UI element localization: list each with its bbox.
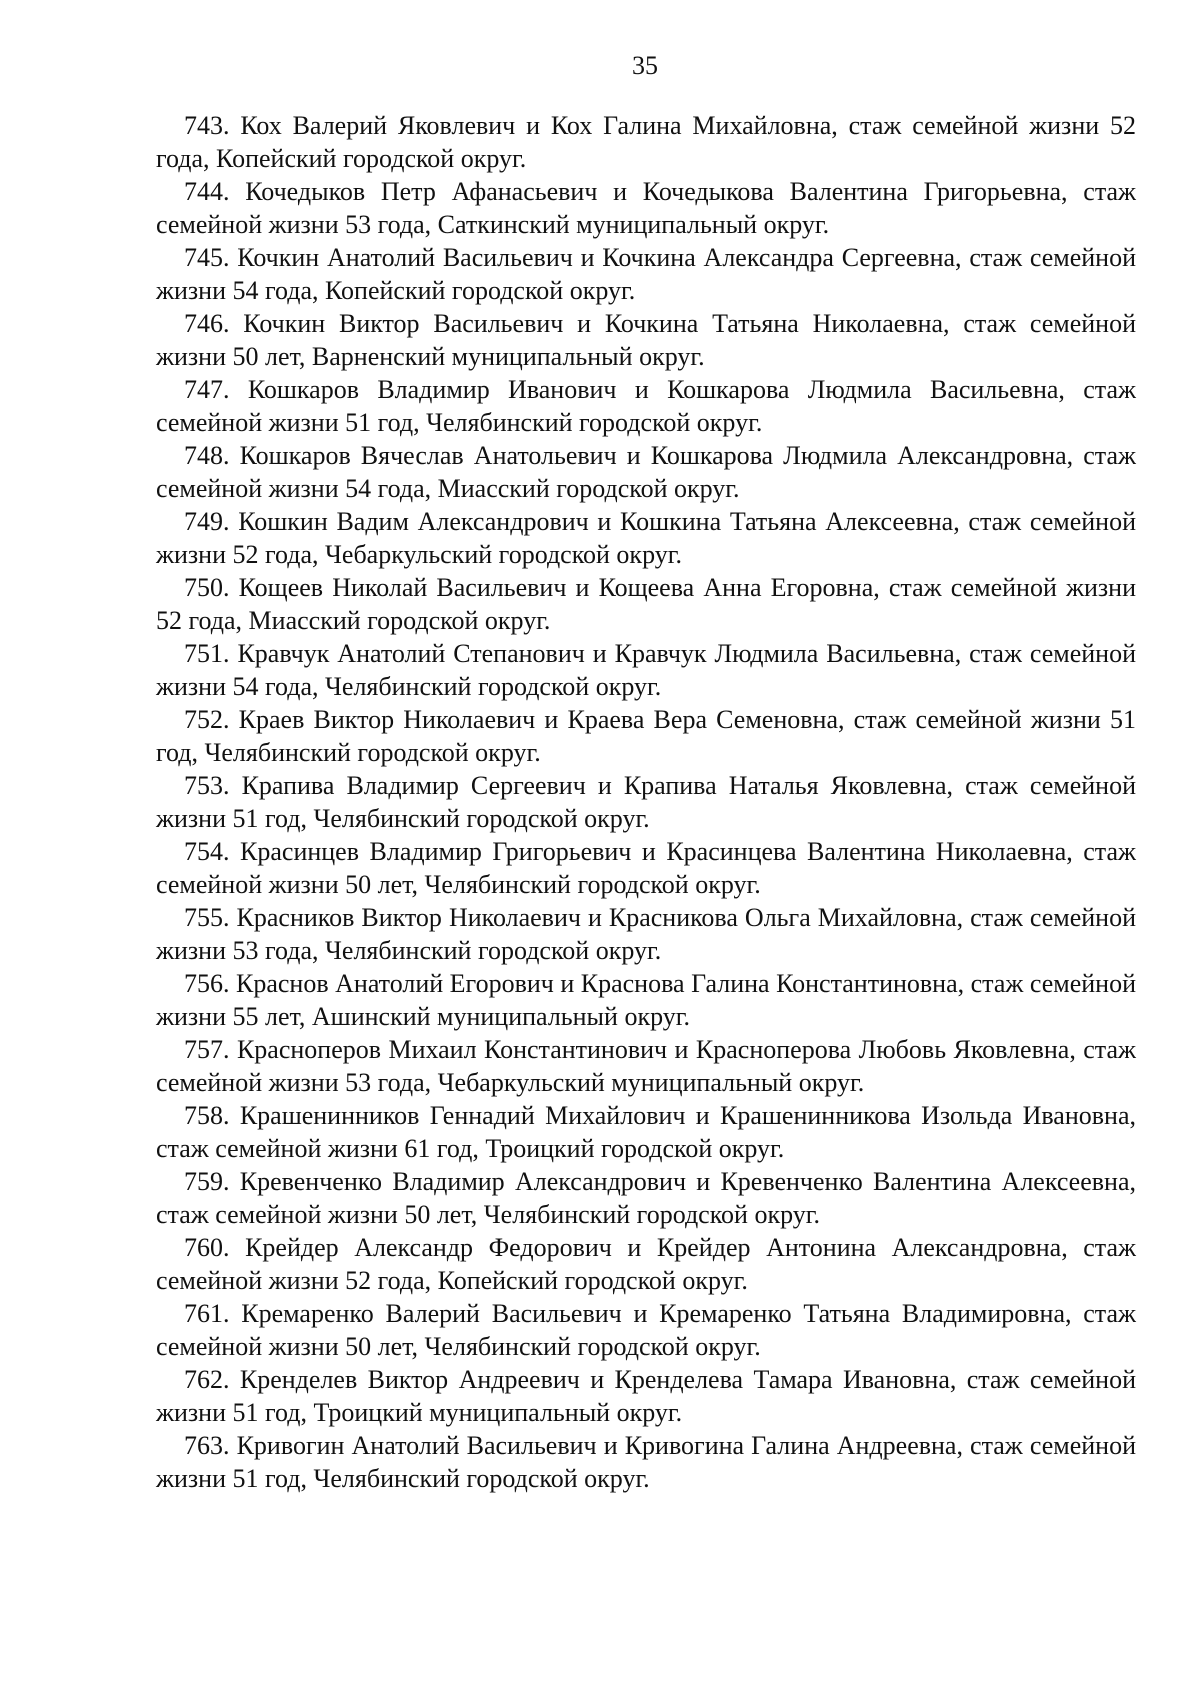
list-item: 755. Красников Виктор Николаевич и Красникова Ольга Михайловна, стаж семейной жизни 53 года, Челябинский городской округ. (156, 903, 1136, 965)
entry-list (156, 110, 1136, 1496)
list-item: 753. Крапива Владимир Сергеевич и Крапива Наталья Яковлевна, стаж семейной жизни 51 год, Челябинский городской округ. (156, 771, 1136, 833)
list-item: 761. Кремаренко Валерий Васильевич и Кремаренко Татьяна Владимировна, стаж семейной жизни 50 лет, Челябинский городской округ. (156, 1299, 1136, 1361)
list-item: 757. Красноперов Михаил Константинович и Красноперова Любовь Яковлевна, стаж семейной жизни 53 года, Чебаркульский муниципальный округ. (156, 1035, 1136, 1097)
list-item: 759. Кревенченко Владимир Александрович и Кревенченко Валентина Алексеевна, стаж семейной жизни 50 лет, Челябинский городской округ. (156, 1167, 1136, 1229)
list-item: 745. Кочкин Анатолий Васильевич и Кочкина Александра Сергеевна, стаж семейной жизни 54 года, Копейский городской округ. (156, 243, 1136, 305)
list-item: 743. Кох Валерий Яковлевич и Кох Галина Михайловна, стаж семейной жизни 52 года, Копейский городской округ. (156, 111, 1136, 173)
list-item: 746. Кочкин Виктор Васильевич и Кочкина Татьяна Николаевна, стаж семейной жизни 50 лет, Варненский муниципальный округ. (156, 309, 1136, 371)
list-item: 754. Красинцев Владимир Григорьевич и Красинцева Валентина Николаевна, стаж семейной жизни 50 лет, Челябинский городской округ. (156, 837, 1136, 899)
list-item: 747. Кошкаров Владимир Иванович и Кошкарова Людмила Васильевна, стаж семейной жизни 51 год, Челябинский городской округ. (156, 375, 1136, 437)
list-item: 762. Кренделев Виктор Андреевич и Кренделева Тамара Ивановна, стаж семейной жизни 51 год, Троицкий муниципальный округ. (156, 1365, 1136, 1427)
list-item: 744. Кочедыков Петр Афанасьевич и Кочедыкова Валентина Григорьевна, стаж семейной жизни 53 года, Саткинский муниципальный округ. (156, 177, 1136, 239)
list-item: 758. Крашенинников Геннадий Михайлович и Крашенинникова Изольда Ивановна, стаж семейной жизни 61 год, Троицкий городской округ. (156, 1101, 1136, 1163)
list-item: 756. Краснов Анатолий Егорович и Краснова Галина Константиновна, стаж семейной жизни 55 лет, Ашинский муниципальный округ. (156, 969, 1136, 1031)
list-item: 752. Краев Виктор Николаевич и Краева Вера Семеновна, стаж семейной жизни 51 год, Челябинский городской округ. (156, 705, 1136, 767)
list-item: 749. Кошкин Вадим Александрович и Кошкина Татьяна Алексеевна, стаж семейной жизни 52 года, Чебаркульский городской округ. (156, 507, 1136, 569)
list-item: 760. Крейдер Александр Федорович и Крейдер Антонина Александровна, стаж семейной жизни 52 года, Копейский городской округ. (156, 1233, 1136, 1295)
page-number: 35 (632, 51, 658, 80)
list-item: 750. Кощеев Николай Васильевич и Кощеева Анна Егоровна, стаж семейной жизни 52 года, Миасский городской округ. (156, 573, 1136, 635)
list-item: 763. Кривогин Анатолий Васильевич и Кривогина Галина Андреевна, стаж семейной жизни 51 год, Челябинский городской округ. (156, 1431, 1136, 1493)
list-item: 751. Кравчук Анатолий Степанович и Кравчук Людмила Васильевна, стаж семейной жизни 54 года, Челябинский городской округ. (156, 639, 1136, 701)
list-item: 748. Кошкаров Вячеслав Анатольевич и Кошкарова Людмила Александровна, стаж семейной жизни 54 года, Миасский городской округ. (156, 441, 1136, 503)
